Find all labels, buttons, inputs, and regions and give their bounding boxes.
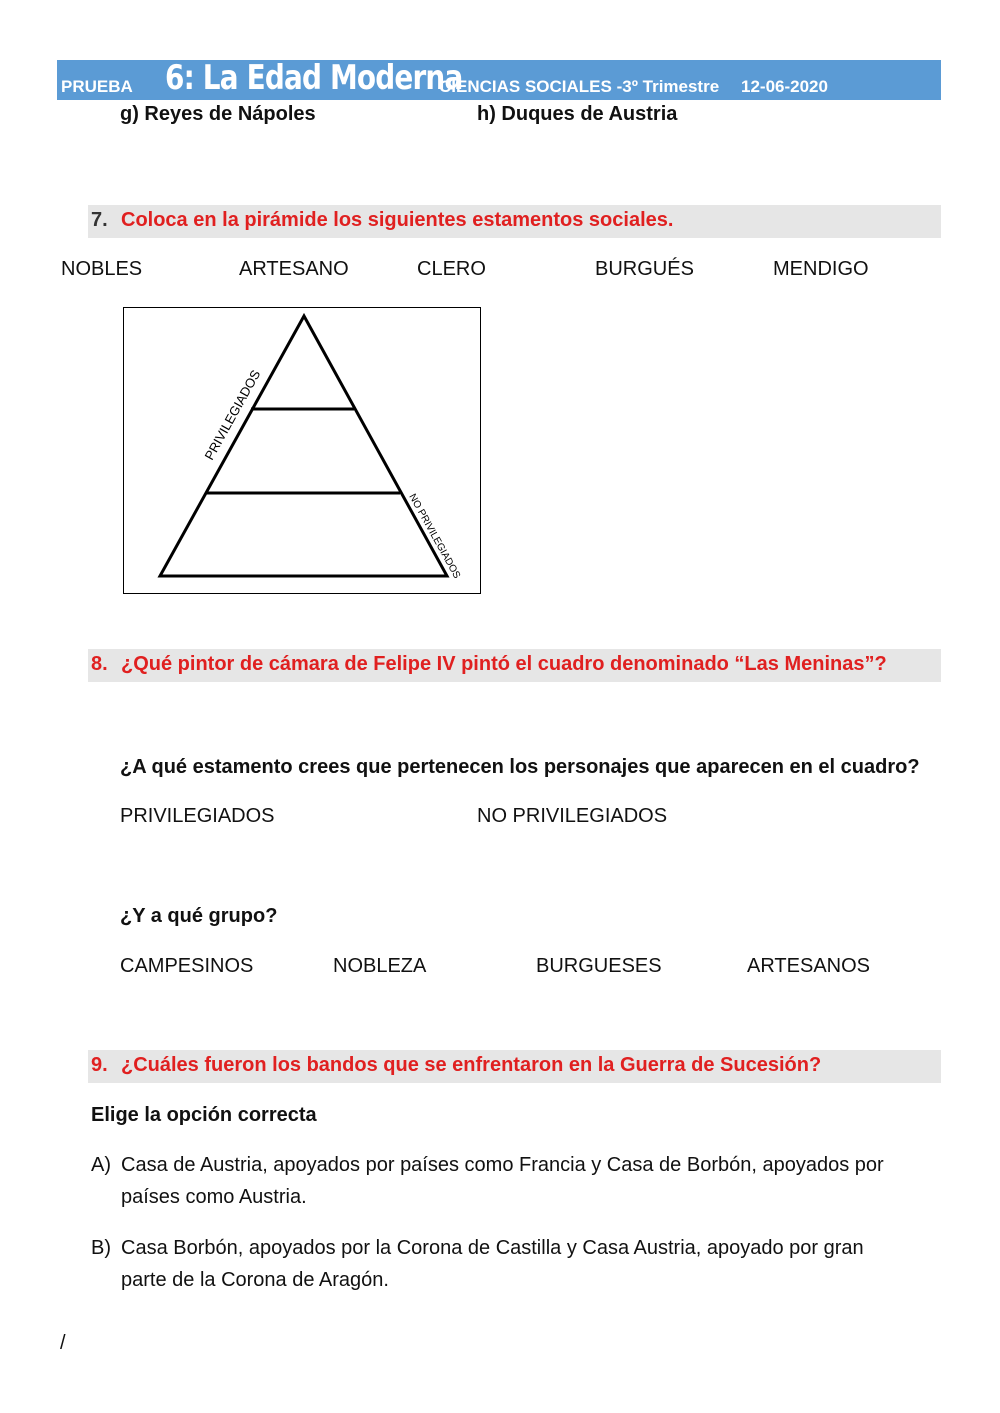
- word-burgues[interactable]: BURGUÉS: [595, 258, 694, 280]
- word-artesano[interactable]: ARTESANO: [239, 258, 349, 280]
- option-letter: A): [91, 1154, 111, 1176]
- option-text-line: países como Austria.: [121, 1186, 307, 1208]
- q8-sub2: ¿Y a qué grupo?: [120, 905, 278, 927]
- option-privilegiados[interactable]: PRIVILEGIADOS: [120, 805, 275, 827]
- word-clero[interactable]: CLERO: [417, 258, 486, 280]
- pyramid-outline: [160, 316, 447, 576]
- option-artesanos[interactable]: ARTESANOS: [747, 955, 870, 977]
- option-campesinos[interactable]: CAMPESINOS: [120, 955, 254, 977]
- q8-sub1: ¿A qué estamento crees que pertenecen los personajes que aparecen en el cuadro?: [120, 756, 920, 778]
- q8-text: ¿Qué pintor de cámara de Felipe IV pintó el cuadro denominado “Las Meninas”?: [121, 653, 887, 675]
- q7-text: Coloca en la pirámide los siguientes estamentos sociales.: [121, 209, 674, 231]
- pyramid-figure: [123, 307, 481, 594]
- q7-number: 7.: [91, 209, 108, 231]
- page-title: 6: La Edad Moderna: [165, 58, 463, 98]
- word-nobles[interactable]: NOBLES: [61, 258, 143, 280]
- option-letter: B): [91, 1237, 111, 1259]
- header-subject: CIENCIAS SOCIALES -3º Trimestre: [439, 77, 720, 96]
- item-g[interactable]: g) Reyes de Nápoles: [120, 103, 316, 125]
- header-prueba: PRUEBA: [61, 77, 133, 96]
- pyramid-svg: [124, 308, 480, 593]
- q8-number: 8.: [91, 653, 108, 675]
- item-h[interactable]: h) Duques de Austria: [477, 103, 678, 125]
- pyramid-label-privilegiados: PRIVILEGIADOS: [201, 367, 264, 463]
- pyramid-label-no-privilegiados: NO PRIVILEGIADOS: [406, 492, 463, 581]
- option-no-privilegiados[interactable]: NO PRIVILEGIADOS: [477, 805, 668, 827]
- header-date: 12-06-2020: [741, 77, 828, 96]
- q9-text: ¿Cuáles fueron los bandos que se enfrentaron en la Guerra de Sucesión?: [121, 1054, 822, 1076]
- option-text-line: parte de la Corona de Aragón.: [121, 1269, 389, 1291]
- footer-mark: /: [60, 1332, 66, 1354]
- option-nobleza[interactable]: NOBLEZA: [333, 955, 427, 977]
- q9-instruction: Elige la opción correcta: [91, 1104, 317, 1126]
- word-mendigo[interactable]: MENDIGO: [773, 258, 869, 280]
- q9-number: 9.: [91, 1054, 108, 1076]
- option-burgueses[interactable]: BURGUESES: [536, 955, 662, 977]
- option-text-line: Casa de Austria, apoyados por países como Francia y Casa de Borbón, apoyados por: [121, 1154, 884, 1176]
- option-text-line: Casa Borbón, apoyados por la Corona de Castilla y Casa Austria, apoyado por gran: [121, 1237, 864, 1259]
